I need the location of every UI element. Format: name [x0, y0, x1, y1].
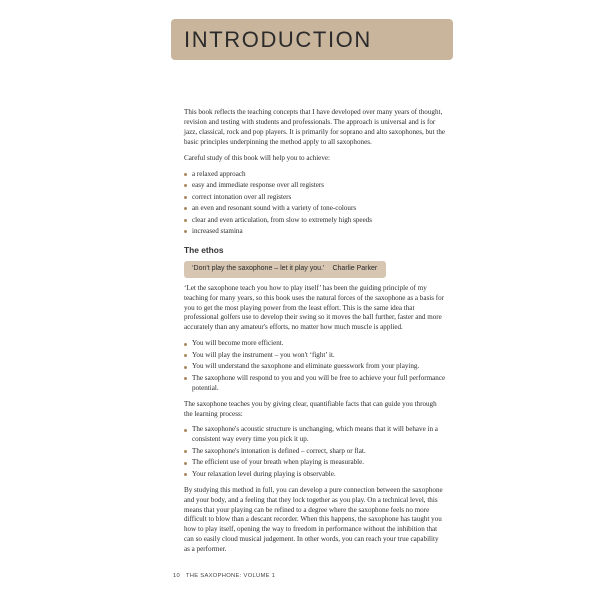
- achieve-lead-in: Careful study of this book will help you to achieve:: [184, 153, 330, 162]
- facts-list: [184, 425, 446, 479]
- running-title: THE SAXOPHONE: VOLUME 1: [185, 573, 276, 579]
- page-body: [184, 108, 446, 561]
- list-item: easy and immediate response over all registers: [184, 181, 446, 191]
- bullet-icon: [184, 184, 187, 187]
- bullet-icon: [184, 354, 187, 357]
- ethos-heading: The ethos: [184, 244, 224, 255]
- list-item: an even and resonant sound with a variety of tone-colours: [184, 204, 446, 214]
- list-item: You will play the instrument – you won't ‘fight’ it.: [184, 351, 446, 361]
- bullet-icon: [184, 219, 187, 222]
- list-item: The efficient use of your breath when playing is measurable.: [184, 458, 446, 468]
- intro-paragraph: This book reflects the teaching concepts that I have developed over many years of thought, revision and testing with students and professionals. The approach is universal and is for jazz, classical, rock and pop players. It is primarily for soprano and alto saxophones, but the basic principles underpinning the method apply to all saxophones.: [184, 108, 446, 146]
- bullet-icon: [184, 207, 187, 210]
- benefits-list: [184, 339, 446, 393]
- bullet-icon: [184, 343, 187, 346]
- quote-box: [184, 261, 386, 278]
- list-item: The saxophone will respond to you and you will be free to achieve your full performance potential.: [184, 374, 446, 394]
- achieve-list: [184, 170, 446, 237]
- bullet-icon: [184, 196, 187, 199]
- page-number: 10: [173, 573, 181, 579]
- chapter-header-bar: [171, 19, 453, 60]
- list-item: You will become more efficient.: [184, 339, 446, 349]
- list-item: correct intonation over all registers: [184, 193, 446, 203]
- bullet-icon: [184, 462, 187, 465]
- chapter-title: INTRODUCTION: [184, 26, 372, 52]
- bullet-icon: [184, 173, 187, 176]
- page-footer: [173, 573, 275, 579]
- list-item: increased stamina: [184, 227, 446, 237]
- list-item: The saxophone's intonation is defined – correct, sharp or flat.: [184, 447, 446, 457]
- ethos-paragraph-3: By studying this method in full, you can develop a pure connection between the saxophone and your body, and a feeling that they lock together as you play. On a technical level, this means that your playing can be refined to a degree where the saxophone feels no more difficult to blow than a descant recorder. When this happens, the saxophone has taught you how to play itself, opening the way to freedom in performance without the inhibition that can so easily cloud musical judgement. In other words, you can reach your true capability as a performer.: [184, 485, 443, 554]
- quote-author: Charlie Parker: [332, 264, 378, 272]
- ethos-paragraph-1: ‘Let the saxophone teach you how to play itself’ has been the guiding principle of my teaching for many years, so this book uses the natural forces of the saxophone as a basis for you to get the most playing power from the least effort. This is the same idea that professional golfers use to develop their swing so it moves the ball further, faster and more accurately than any amateur's efforts, no matter how much muscle is applied.: [184, 283, 445, 332]
- bullet-icon: [184, 230, 187, 233]
- list-item: Your relaxation level during playing is observable.: [184, 470, 446, 480]
- bullet-icon: [184, 450, 187, 453]
- list-item: You will understand the saxophone and eliminate guesswork from your playing.: [184, 362, 446, 372]
- quote-text: ‘Don't play the saxophone – let it play you.’: [192, 264, 325, 272]
- list-item: clear and even articulation, from slow to extremely high speeds: [184, 216, 446, 226]
- list-item: The saxophone's acoustic structure is unchanging, which means that it will behave in a consistent way every time you pick it up.: [184, 425, 446, 445]
- bullet-icon: [184, 473, 187, 476]
- bullet-icon: [184, 366, 187, 369]
- ethos-paragraph-2: The saxophone teaches you by giving clear, quantifiable facts that can guide you through the learning process:: [184, 399, 437, 418]
- list-item: a relaxed approach: [184, 170, 446, 180]
- bullet-icon: [184, 377, 187, 380]
- bullet-icon: [184, 429, 187, 432]
